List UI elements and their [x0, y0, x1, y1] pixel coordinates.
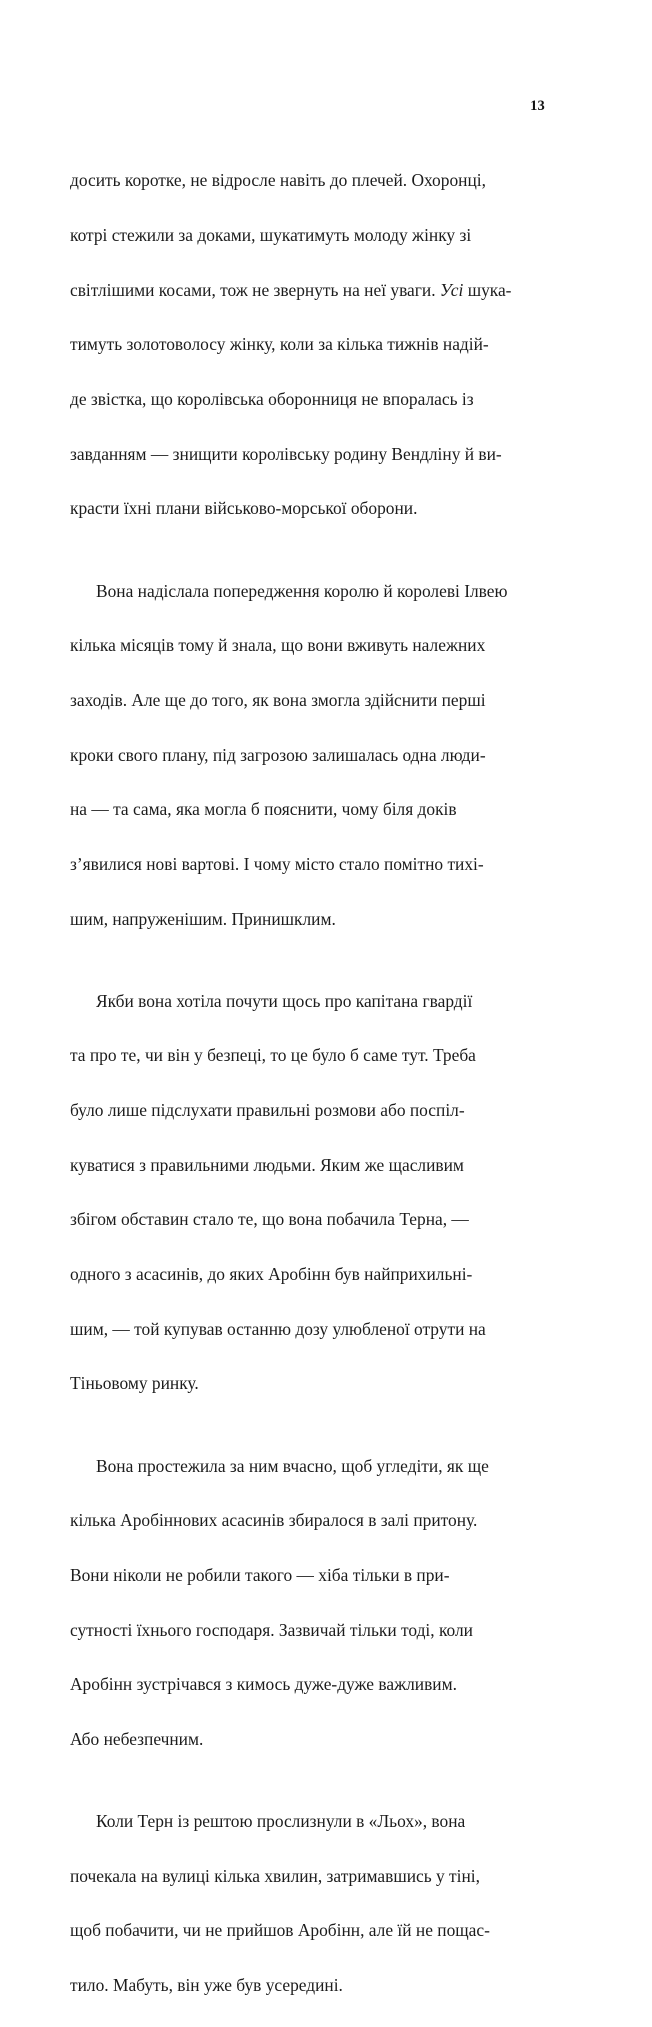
text-line: на — та сама, яка могла б пояснити, чому біля доків	[70, 799, 457, 820]
text-line: кілька місяців тому й знала, що вони вживуть належних	[70, 635, 486, 656]
text-line: Аробінн зустрічався з кимось дуже-дуже важливим.	[70, 1674, 457, 1695]
text-line: де звістка, що королівська оборонниця не впоралась із	[70, 389, 474, 410]
text-line: завданням — знищити королівську родину Вендліну й ви-	[70, 443, 502, 464]
text-line: красти їхні плани військово-морської оборони.	[70, 498, 418, 519]
text-line: почекала на вулиці кілька хвилин, затримавшись у тіні,	[70, 1865, 480, 1886]
text-line	[70, 277, 546, 304]
text-run: світлішими косами, тож не звернуть на неї уваги.	[70, 279, 440, 300]
text-line: було лише підслухати правильні розмови або поспіл-	[70, 1100, 465, 1121]
text-line: кроки свого плану, під загрозою залишалась одна люди-	[70, 744, 486, 765]
text-line: тило. Мабуть, він уже був усередині.	[70, 1975, 343, 1996]
text-line: Вона надіслала попередження королю й королеві Ілвею	[96, 580, 508, 601]
paragraph-4	[70, 1425, 546, 1780]
text-line: куватися з правильними людьми. Яким же щасливим	[70, 1154, 464, 1175]
text-line: Якби вона хотіла почути щось про капітана гвардії	[96, 990, 473, 1011]
text-line: кілька Аробіннових асасинів збиралося в залі притону.	[70, 1510, 478, 1531]
paragraph-3	[70, 960, 546, 1425]
paragraph-5	[70, 1781, 546, 2027]
body-text-block	[70, 140, 546, 2027]
text-line: одного з асасинів, до яких Аробінн був найприхильні-	[70, 1264, 473, 1285]
text-line: заходів. Але ще до того, як вона змогла здійснити перші	[70, 689, 486, 710]
text-line: тимуть золотоволосу жінку, коли за кілька тижнів надій-	[70, 334, 489, 355]
text-line: та про те, чи він у безпеці, то це було б саме тут. Треба	[70, 1045, 476, 1066]
text-line: Коли Терн із рештою прослизнули в «Льох», вона	[96, 1810, 466, 1831]
text-line: Вони ніколи не робили такого — хіба тільки в при-	[70, 1564, 450, 1585]
paragraph-2	[70, 550, 546, 960]
page-number: 13	[530, 98, 545, 114]
paragraph-1	[70, 140, 546, 550]
emphasized-word: Усі	[439, 279, 464, 300]
text-line: Або небезпечним.	[70, 1728, 204, 1749]
text-line: збігом обставин стало те, що вона побачила Терна, —	[70, 1209, 469, 1230]
text-line: сутності їхнього господаря. Зазвичай тільки тоді, коли	[70, 1619, 473, 1640]
text-line: Тіньовому ринку.	[70, 1373, 199, 1394]
text-run: шука-	[463, 279, 512, 300]
text-line: досить коротке, не відросле навіть до плечей. Охоронці,	[70, 170, 486, 191]
text-line: з’явилися нові вартові. І чому місто стало помітно тихі-	[70, 853, 484, 874]
text-line: шим, — той купував останню дозу улюбленої отрути на	[70, 1318, 486, 1339]
text-line: котрі стежили за доками, шукатимуть молоду жінку зі	[70, 225, 472, 246]
text-line: шим, напруженішим. Принишклим.	[70, 908, 336, 929]
text-line: Вона простежила за ним вчасно, щоб угледіти, як ще	[96, 1455, 489, 1476]
text-line: щоб побачити, чи не прийшов Аробінн, але їй не пощас-	[70, 1920, 490, 1941]
